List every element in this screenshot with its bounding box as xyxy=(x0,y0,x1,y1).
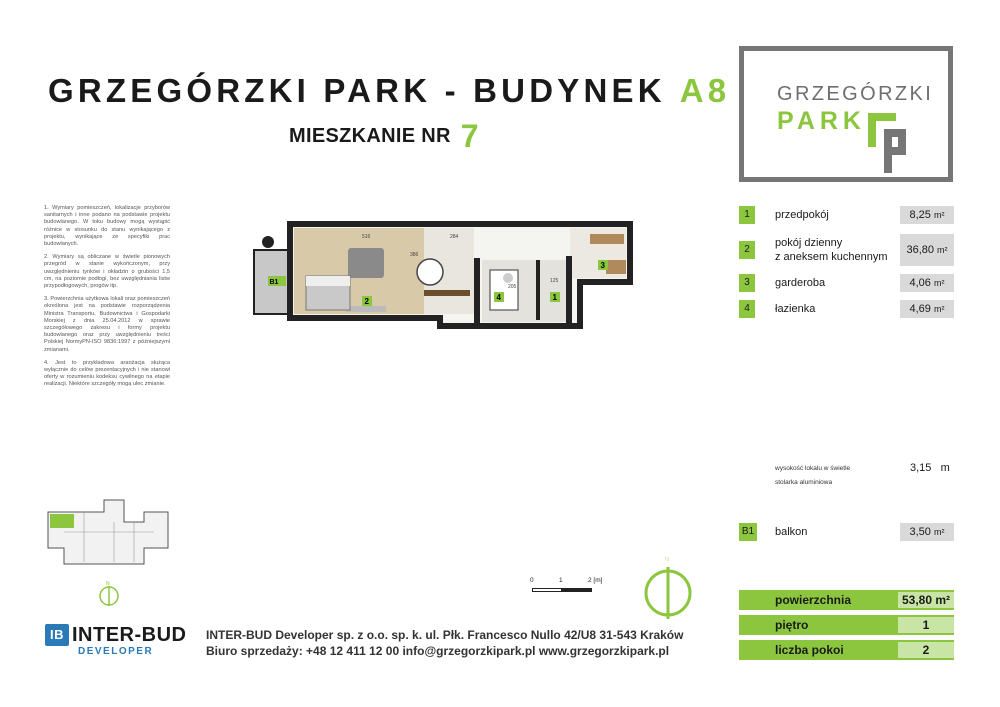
plant-icon xyxy=(262,236,274,248)
windows-label: stolarka aluminiowa xyxy=(775,479,833,486)
apartment-number: 7 xyxy=(460,118,479,154)
room-name: pokój dzienny z aneksem kuchennym xyxy=(775,237,888,263)
room-area: 8,25 m² xyxy=(900,206,954,224)
rooms-label: liczba pokoi xyxy=(775,643,844,657)
scale-tick-0: 0 xyxy=(530,577,534,584)
compass-icon xyxy=(643,553,693,623)
room-index: 3 xyxy=(739,274,755,292)
compass-north-label: N xyxy=(665,557,670,563)
scale-tick-2: 2 [m] xyxy=(588,577,603,584)
summary-area xyxy=(739,590,954,610)
room-label-b1: B1 xyxy=(269,279,279,286)
company-sub: DEVELOPER xyxy=(78,646,154,657)
dim-205: 205 xyxy=(508,284,517,290)
floor-plan xyxy=(250,220,640,370)
dim-284: 284 xyxy=(450,234,459,240)
height-label: wysokość lokalu w świetle xyxy=(775,465,851,472)
dim-516: 516 xyxy=(362,234,371,240)
area-value: 53,80 m² xyxy=(898,592,954,608)
room-label-1: 1 xyxy=(552,293,557,302)
room-index: 4 xyxy=(739,300,755,318)
company-name: INTER-BUD xyxy=(72,624,187,646)
site-plan-thumbnail xyxy=(44,492,174,572)
subtitle-text: MIESZKANIE NR xyxy=(289,125,451,147)
balcony-index: B1 xyxy=(739,523,757,541)
room-label-3: 3 xyxy=(600,261,605,270)
room-name: łazienka xyxy=(775,303,816,315)
area-label: powierzchnia xyxy=(775,593,852,607)
balcony-area: 3,50 m² xyxy=(900,523,954,541)
logo-line1: GRZEGÓRZKI xyxy=(777,83,934,105)
note-4: 4. Jest to przykładowa aranżacja służąca wyłącznie do celów prezentacyjnych i nie stanowi oferty w rozumieniu kodeksu cywilnego na etapie realizacji. Niektóre szczegóły mogą ulec zmianie. xyxy=(44,359,170,388)
room-row-3 xyxy=(739,274,954,292)
room-row-2 xyxy=(739,234,954,266)
summary-floor xyxy=(739,615,954,635)
logo-line2: PARK xyxy=(777,107,866,135)
wardrobe-shelf-icon xyxy=(590,234,624,244)
footer-contact: Biuro sprzedaży: +48 12 411 12 00 info@grzegorzkipark.pl www.grzegorzkipark.pl xyxy=(206,644,670,658)
inter-bud-mark-icon: IB xyxy=(45,624,69,646)
grzegorzki-park-logo xyxy=(739,46,953,182)
room-label-2: 2 xyxy=(364,297,369,306)
room-area: 36,80 m² xyxy=(900,234,954,266)
dim-386: 386 xyxy=(410,252,419,258)
small-compass-icon xyxy=(96,580,122,608)
notes-column xyxy=(44,205,170,395)
compass-north-label: N xyxy=(106,581,110,587)
balcony-row xyxy=(739,523,954,541)
room-index: 2 xyxy=(739,241,755,259)
room-area: 4,69 m² xyxy=(900,300,954,318)
inter-bud-logo xyxy=(45,624,187,647)
balcony-name: balkon xyxy=(775,526,808,538)
height-value: 3,15 m xyxy=(910,462,950,474)
floor-value: 1 xyxy=(898,617,954,633)
scale-tick-1: 1 xyxy=(559,577,563,584)
dim-125: 125 xyxy=(550,278,559,284)
room-row-1 xyxy=(739,206,954,224)
page-title xyxy=(48,72,730,110)
footer-address: INTER-BUD Developer sp. z o.o. sp. k. ul. Płk. Francesco Nullo 42/U8 31-543 Kraków xyxy=(206,628,684,642)
room-name: przedpokój xyxy=(775,209,829,221)
summary-rooms xyxy=(739,640,954,660)
floor-label: piętro xyxy=(775,618,809,632)
rooms-value: 2 xyxy=(898,642,954,658)
room-name: garderoba xyxy=(775,277,826,289)
building-code: A8 xyxy=(679,72,731,109)
note-3: 3. Powierzchnia użytkowa lokali oraz pomieszczeń określona jest na podstawie rozporządzenia Ministra Transportu, Budownictwa i Gospodarki Morskiej z dnia 25.04.2012 w sprawie szczegółowego zakresu i formy projektu budowlanego oraz przy uwzględnieniu treści Polskiej NormyPN-ISO 9836:1997 z późniejszymi zmianami. xyxy=(44,296,170,353)
apartment-location-marker xyxy=(50,514,74,528)
room-row-4 xyxy=(739,300,954,318)
note-2: 2. Wymiary są obliczane w świetle pionowych przegród w stanie wykończonym, przy uwzględnieniu tynków i okładzin o grubości 1,5 cm, na poziomie podłogi, bez uwzględniania listw przypodłogowych, progów itp. xyxy=(44,254,170,290)
room-area: 4,06 m² xyxy=(900,274,954,292)
title-text: GRZEGÓRZKI PARK - BUDYNEK xyxy=(48,72,666,109)
apartment-subtitle xyxy=(289,118,479,155)
note-1: 1. Wymiary pomieszczeń, lokalizacje przyborów sanitarnych i inne podano na podstawie projektu budowlanego. W toku budowy mogą wystąpić różnice w stosunku do stanu wynikającego z projektu, wynikające ze specyfiki prac budowlanych. xyxy=(44,205,170,248)
room-label-4: 4 xyxy=(496,293,501,302)
logo-mark-icon xyxy=(862,107,918,177)
dining-table-icon xyxy=(417,259,443,285)
room-index: 1 xyxy=(739,206,755,224)
